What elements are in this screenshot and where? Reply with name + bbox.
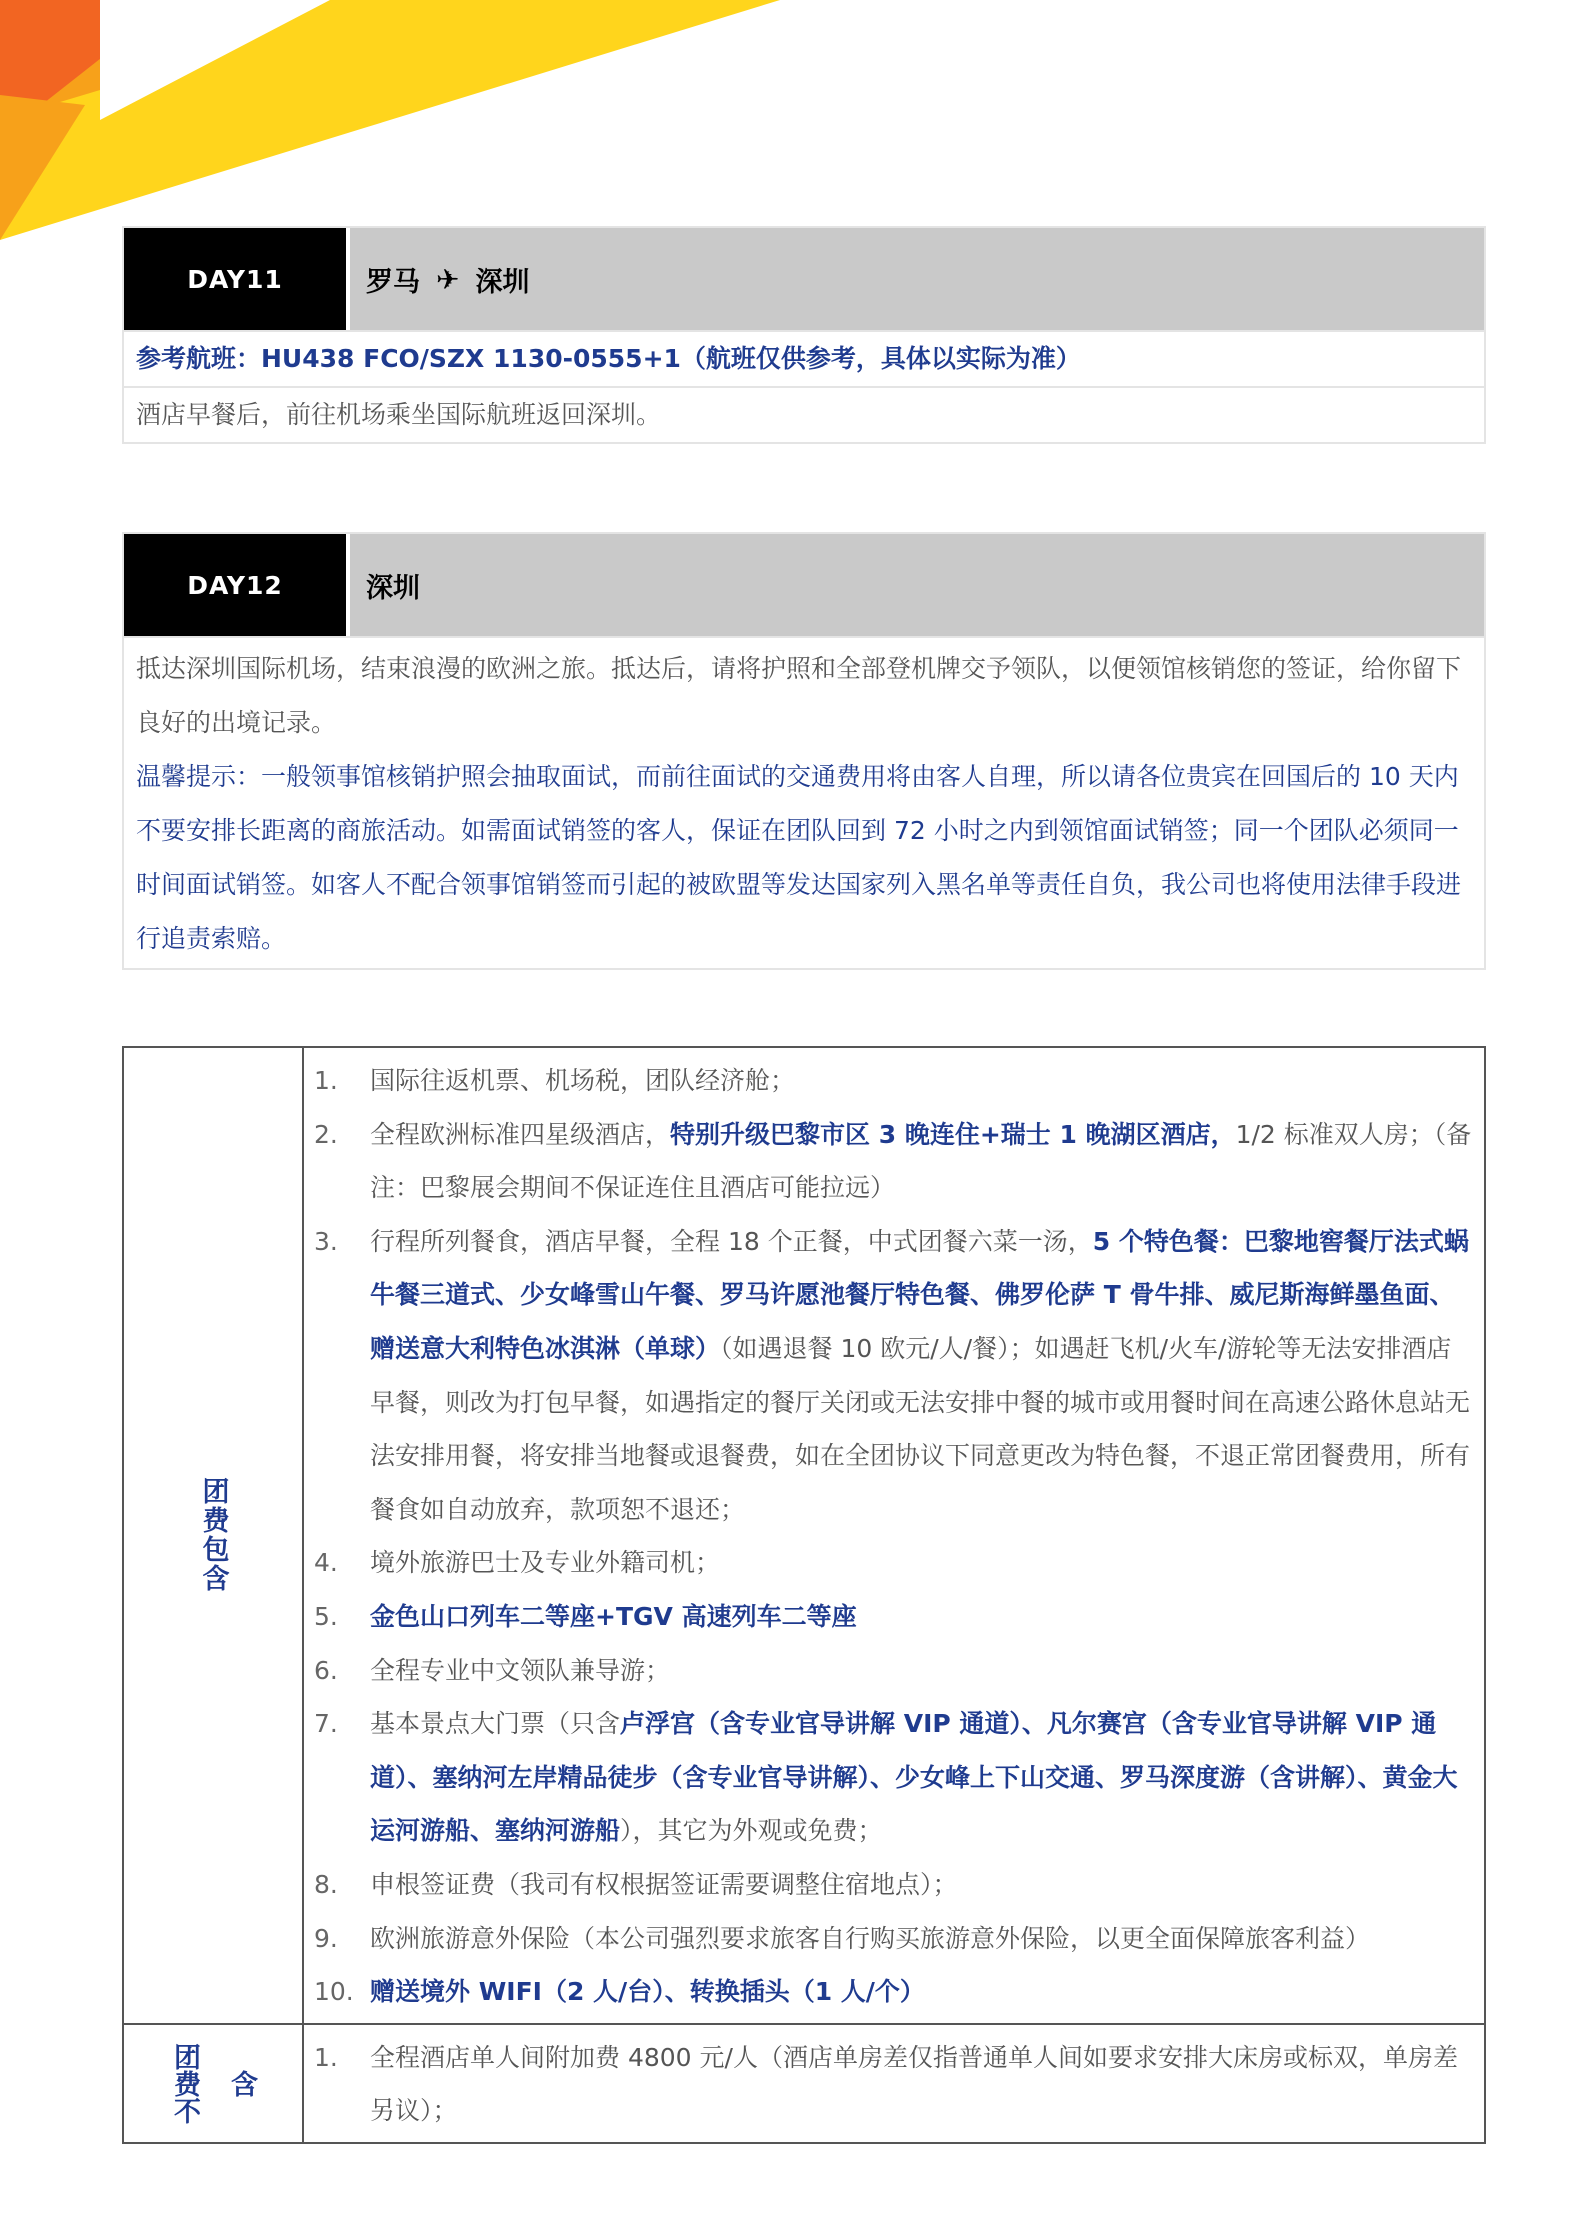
day11-header [124, 228, 1484, 330]
fee-item-number: 7. [314, 1709, 338, 1739]
fees-excluded-list [304, 2025, 1484, 2142]
fee-item [314, 1644, 1472, 1698]
day11-route [350, 228, 1484, 330]
fee-item-segment: 全程专业中文领队兼导游； [370, 1655, 671, 1685]
fees-table [122, 1046, 1486, 2144]
day12-body [124, 636, 1484, 968]
fee-item-text [370, 1965, 1472, 2019]
fee-item-segment: 1/2 标准双人房；（备注：巴黎展会期间不保证连住且酒店可能拉远） [370, 1119, 1472, 1203]
fee-item-text [370, 1215, 1472, 1537]
fee-item [314, 1536, 1472, 1590]
day11-from: 罗马 [366, 266, 420, 298]
fee-item-text [370, 1697, 1472, 1858]
fees-included-row [124, 1048, 1484, 2023]
fee-item-segment: 国际往返机票、机场税，团队经济舱； [370, 1066, 796, 1095]
fees-excluded-label-b: 含 [226, 2069, 257, 2097]
fee-item [314, 2031, 1472, 2138]
fees-excluded-label-cell [124, 2025, 304, 2142]
fees-included-label: 团费包含 [197, 1477, 229, 1594]
fee-item [314, 1215, 1472, 1537]
fees-excluded-label [165, 2043, 261, 2124]
day11-block [122, 226, 1486, 444]
fee-item-number: 8. [314, 1869, 338, 1899]
fee-item-segment: 行程所列餐食，酒店早餐，全程 18 个正餐，中式团餐六菜一汤， [370, 1226, 1093, 1256]
fee-item-number: 2. [314, 1119, 338, 1149]
corner-decoration [0, 0, 820, 260]
airplane-icon: ✈ [436, 262, 460, 296]
fee-item-segment: 申根签证费（我司有权根据签证需要调整住宿地点）； [370, 1869, 958, 1899]
fee-item-number: 3. [314, 1226, 338, 1256]
fee-item-text [370, 1054, 1472, 1108]
day11-label: DAY11 [124, 228, 346, 330]
fee-item-number: 5. [314, 1601, 338, 1631]
fee-item [314, 1965, 1472, 2019]
day11-to: 深圳 [475, 266, 530, 298]
fees-excluded-label-a: 团费不 [169, 2042, 200, 2124]
fee-item-number: 1. [314, 2042, 338, 2072]
fee-item-text [370, 1858, 1472, 1912]
fee-item-number: 9. [314, 1923, 338, 1953]
day12-header [124, 534, 1484, 636]
fee-item-segment: 欧洲旅游意外保险（本公司强烈要求旅客自行购买旅游意外保险，以更全面保障旅客利益） [370, 1923, 1371, 1953]
fee-item-segment: 全程酒店单人间附加费 4800 元/人（酒店单房差仅指普通单人间如要求安排大床房或标双，单房差另议）； [370, 2042, 1458, 2126]
fee-item [314, 1858, 1472, 1912]
fee-item-text [370, 1108, 1472, 1215]
fees-included-list [304, 1048, 1484, 2023]
fee-item-number: 1. [314, 1066, 338, 1095]
fee-item-segment: 境外旅游巴士及专业外籍司机； [370, 1548, 721, 1578]
day12-block [122, 532, 1486, 970]
day12-tip: 温馨提示：一般领事馆核销护照会抽取面试，而前往面试的交通费用将由客人自理，所以请各位贵宾在回国后的 10 天内不要安排长距离的商旅活动。如需面试销签的客人，保证在团队回到 72 小时之内到领馆面试销签；同一个团队必须同一时间面试销签。如客人不配合领事馆销签而引起的被欧盟等发达国家列入黑名单等责任自负，我公司也将使用法律手段进行追责索赔。 [136, 762, 1462, 953]
fee-item-highlight: 赠送境外 WIFI（2 人/台）、转换插头（1 人/个） [370, 1977, 925, 2007]
fee-item-highlight: 卢浮宫（含专业官导讲解 VIP 通道）、凡尔赛宫（含专业官导讲解 VIP 通道）、塞纳河左岸精品徒步（含专业官导讲解）、少女峰上下山交通、罗马深度游（含讲解）、黄金大运河游船、塞纳河游船 [370, 1709, 1458, 1846]
fee-item [314, 1590, 1472, 1644]
fees-included-label-cell [124, 1048, 304, 2023]
fee-item-segment: ），其它为外观或免费； [620, 1816, 883, 1846]
fee-item [314, 1054, 1472, 1108]
fee-item-segment: （如遇退餐 10 欧元/人/餐）；如遇赶飞机/火车/游轮等无法安排酒店早餐，则改为打包早餐，如遇指定的餐厅关闭或无法安排中餐的城市或用餐时间在高速公路休息站无法安排用餐，将安排当地餐或退餐费，如在全团协议下同意更改为特色餐，不退正常团餐费用，所有餐食如自动放弃，款项恕不退还； [370, 1333, 1471, 1524]
day12-label: DAY12 [124, 534, 346, 636]
fee-item-highlight: 特别升级巴黎市区 3 晚连住+瑞士 1 晚湖区酒店， [670, 1119, 1236, 1149]
day11-flight: 参考航班：HU438 FCO/SZX 1130-0555+1（航班仅供参考，具体以实际为准） [124, 330, 1484, 386]
fee-item-segment: 全程欧洲标准四星级酒店， [370, 1119, 671, 1149]
fee-item [314, 1912, 1472, 1966]
fee-item-text [370, 1912, 1472, 1966]
fee-item-highlight: 金色山口列车二等座+TGV 高速列车二等座 [370, 1601, 857, 1631]
fee-item-number: 6. [314, 1655, 338, 1685]
fee-item [314, 1697, 1472, 1858]
fee-item-text [370, 1536, 1472, 1590]
fee-item-text [370, 1590, 1472, 1644]
day12-route: 深圳 [350, 534, 1484, 636]
fee-item-segment: 基本景点大门票（只含 [370, 1709, 621, 1739]
fee-item-number: 4. [314, 1548, 338, 1578]
fees-excluded-row [124, 2023, 1484, 2142]
fee-item-number: 10. [314, 1977, 354, 2007]
fee-item [314, 1108, 1472, 1215]
fee-item-highlight: 5 个特色餐：巴黎地窖餐厅法式蜗牛餐三道式、少女峰雪山午餐、罗马许愿池餐厅特色餐、佛罗伦萨 T 骨牛排、威尼斯海鲜墨鱼面、赠送意大利特色冰淇淋（单球） [370, 1226, 1469, 1363]
day12-desc: 抵达深圳国际机场，结束浪漫的欧洲之旅。抵达后，请将护照和全部登机牌交予领队，以便领馆核销您的签证，给你留下良好的出境记录。 [136, 654, 1462, 737]
day11-desc: 酒店早餐后，前往机场乘坐国际航班返回深圳。 [124, 386, 1484, 442]
fee-item-text [370, 2031, 1472, 2138]
fee-item-text [370, 1644, 1472, 1698]
